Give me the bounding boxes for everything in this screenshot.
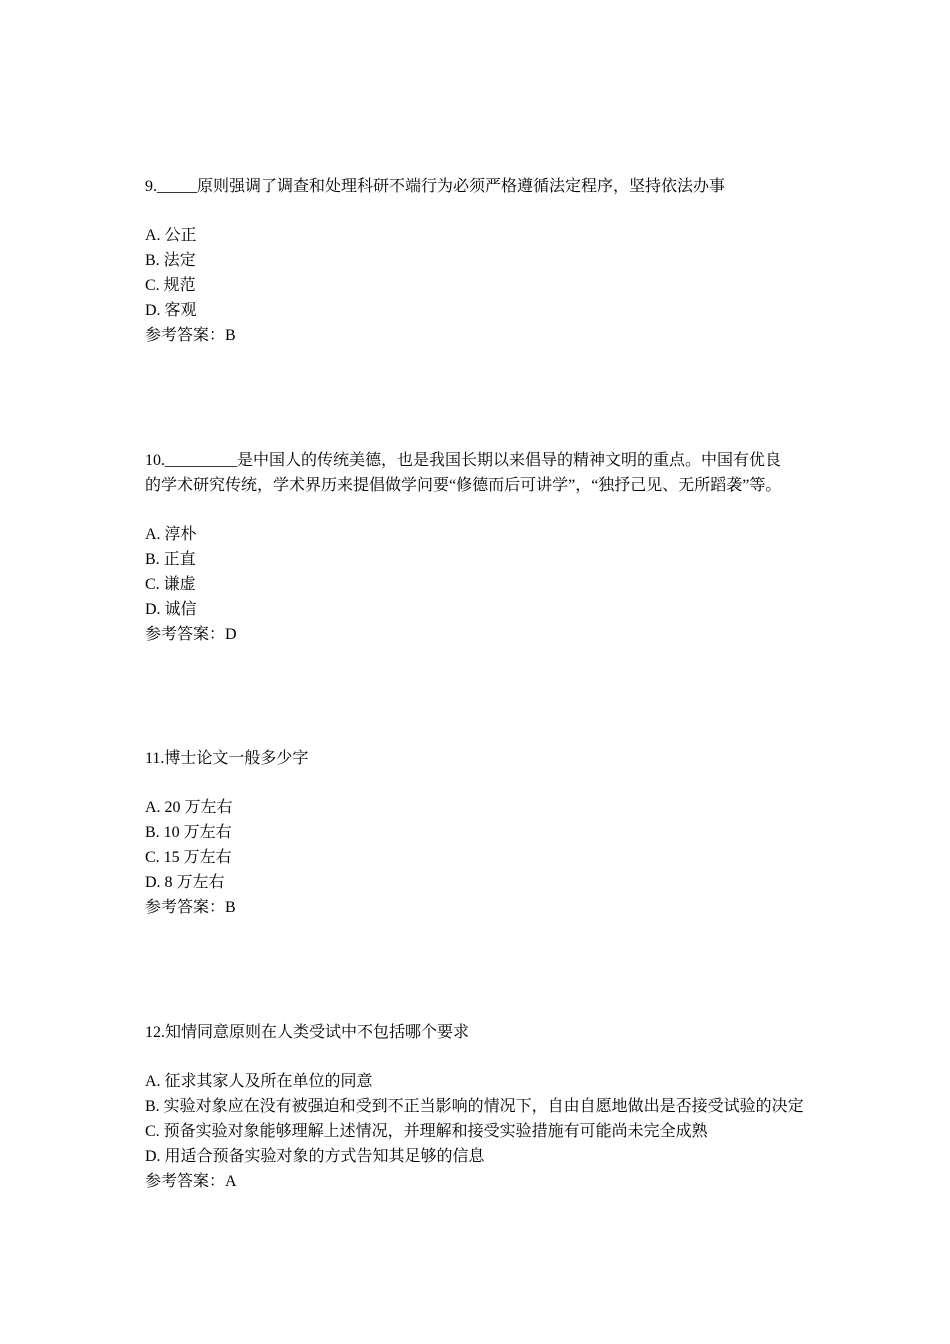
question-10-option-b: B. 正直 <box>145 551 196 568</box>
question-11-option-d: D. 8 万左右 <box>145 874 225 891</box>
question-9-option-a: A. 公正 <box>145 227 197 244</box>
question-12-option-a: A. 征求其家人及所在单位的同意 <box>145 1073 373 1090</box>
question-10-option-d: D. 诚信 <box>145 601 197 618</box>
question-10 <box>145 448 815 647</box>
question-11-option-a: A. 20 万左右 <box>145 799 233 816</box>
question-9-answer <box>145 323 815 348</box>
question-10-option-c: C. 谦虚 <box>145 576 196 593</box>
answer-value: B <box>225 327 236 344</box>
answer-value: D <box>225 626 237 643</box>
question-10-option-a: A. 淳朴 <box>145 526 197 543</box>
question-11-option-c: C. 15 万左右 <box>145 849 232 866</box>
question-9-option-d: D. 客观 <box>145 302 197 319</box>
question-10-stem-line-1: 10._________是中国人的传统美德，也是我国长期以来倡导的精神文明的重点。中国有优良 <box>145 452 782 469</box>
question-9-stem: 9._____原则强调了调查和处理科研不端行为必须严格遵循法定程序，坚持依法办事 <box>145 178 726 195</box>
question-11-option-b: B. 10 万左右 <box>145 824 232 841</box>
question-10-answer <box>145 622 815 647</box>
question-9 <box>145 174 815 348</box>
question-12-stem: 12.知情同意原则在人类受试中不包括哪个要求 <box>145 1024 470 1041</box>
question-12-option-c: C. 预备实验对象能够理解上述情况，并理解和接受实验措施有可能尚未完全成熟 <box>145 1123 708 1140</box>
question-9-option-c: C. 规范 <box>145 277 196 294</box>
question-10-stem-line-2: 的学术研究传统，学术界历来提倡做学问要“修德而后可讲学”，“独抒己见、无所蹈袭”等。 <box>145 477 782 494</box>
question-9-option-b: B. 法定 <box>145 252 196 269</box>
answer-label: 参考答案： <box>145 1173 226 1190</box>
question-12-option-d: D. 用适合预备实验对象的方式告知其足够的信息 <box>145 1148 485 1165</box>
question-10-stem <box>145 448 815 498</box>
question-11-answer <box>145 895 815 920</box>
answer-value: B <box>225 899 236 916</box>
question-12-answer <box>145 1169 815 1194</box>
question-12 <box>145 1020 815 1194</box>
question-11 <box>145 746 815 920</box>
answer-value: A <box>225 1173 237 1190</box>
answer-label: 参考答案： <box>145 899 226 916</box>
answer-label: 参考答案： <box>145 626 226 643</box>
question-11-stem: 11.博士论文一般多少字 <box>145 750 309 767</box>
question-12-option-b: B. 实验对象应在没有被强迫和受到不正当影响的情况下，自由自愿地做出是否接受试验的决定 <box>145 1098 804 1115</box>
answer-label: 参考答案： <box>145 327 226 344</box>
